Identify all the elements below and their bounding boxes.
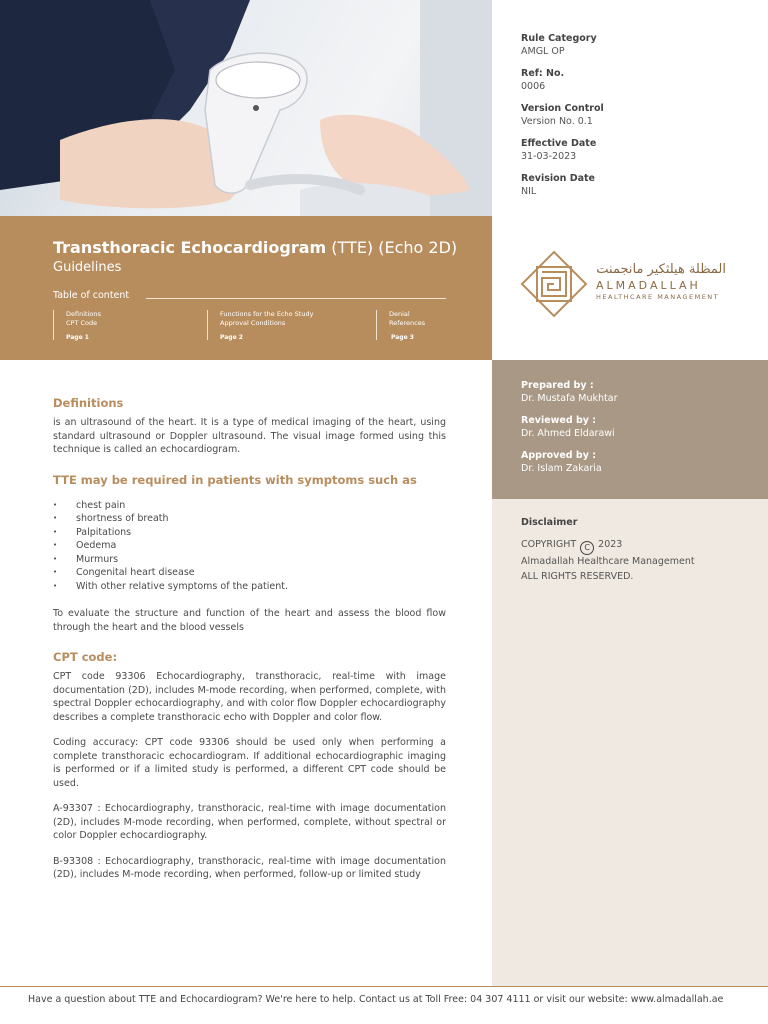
meta-label: Version Control xyxy=(521,103,604,114)
meta-ref-no xyxy=(521,67,768,93)
logo-area xyxy=(492,216,768,360)
copyright-icon: C xyxy=(580,541,594,555)
people-label: Approved by : xyxy=(521,450,597,461)
document-subtitle: Guidelines xyxy=(53,260,122,275)
list-item: • Palpitations xyxy=(53,526,446,540)
meta-label: Revision Date xyxy=(521,173,595,184)
list-item: • shortness of breath xyxy=(53,512,446,526)
list-item: • Oedema xyxy=(53,539,446,553)
people-value: Dr. Ahmed Eldarawi xyxy=(521,428,615,439)
meta-value: 31-03-2023 xyxy=(521,151,577,162)
copyright-year: 2023 xyxy=(598,539,623,550)
toc-entry-line: Definitions xyxy=(66,310,101,318)
document-title-bold: Transthoracic Echocardiogram xyxy=(53,238,327,257)
document-title-rest: (TTE) (Echo 2D) xyxy=(326,238,458,257)
evaluate-text: To evaluate the structure and function of the heart and assess the blood flow through the heart and the blood vessels xyxy=(53,608,446,633)
list-item: • Congenital heart disease xyxy=(53,566,446,580)
meta-value: AMGL OP xyxy=(521,46,565,57)
meta-value: 0006 xyxy=(521,81,546,92)
logo-arabic-text: المظلة هيلثكير مانجمنت xyxy=(596,262,726,277)
approval-panel xyxy=(492,360,768,499)
definitions-text: is an ultrasound of the heart. It is a type of medical imaging of the heart, using standard ultrasound or Doppler ultrasound. The visual image formed using this technique is called an echocardiogram. xyxy=(53,417,446,455)
toc-entry-line: References xyxy=(389,319,426,327)
definitions-heading: Definitions xyxy=(53,396,124,410)
disclaimer-panel xyxy=(492,499,768,986)
meta-revision-date xyxy=(521,172,768,198)
ultrasound-exam-illustration xyxy=(0,0,492,216)
rights-reserved: ALL RIGHTS RESERVED. xyxy=(521,570,634,582)
meta-rule-category xyxy=(521,32,768,58)
toc-entry-line: CPT Code xyxy=(66,319,98,327)
company-name: Almadallah Healthcare Management xyxy=(521,556,695,567)
meta-label: Rule Category xyxy=(521,33,597,44)
toc-entry-line: Approval Conditions xyxy=(220,319,286,327)
cpt-93308-paragraph: B-93308 : Echocardiography, transthoracic, real-time with image documentation (2D), includes M-mode recording, when performed, follow-up or limited study xyxy=(53,855,446,880)
meta-label: Effective Date xyxy=(521,138,597,149)
people-value: Dr. Islam Zakaria xyxy=(521,463,602,474)
meta-value: Version No. 0.1 xyxy=(521,116,593,127)
logo-name: ALMADALLAH xyxy=(596,279,701,292)
meta-effective-date xyxy=(521,137,768,163)
document-title xyxy=(53,238,492,258)
cpt-paragraph: CPT code 93306 Echocardiography, transthoracic, real-time with image documentation (2D), includes M-mode recording, when performed, complete, with spectral Doppler echocardiography, and with color flow Doppler echocardiography describes a complete transthoracic echo with Doppler and color flow. xyxy=(53,671,446,723)
meta-label: Ref: No. xyxy=(521,68,565,79)
header-photo xyxy=(0,0,492,216)
disclaimer-title: Disclaimer xyxy=(521,517,578,528)
toc-page-number: Page 1 xyxy=(66,334,89,341)
prepared-by xyxy=(521,379,768,405)
toc-page-number: Page 2 xyxy=(220,334,243,341)
list-item: • chest pain xyxy=(53,499,446,513)
copyright-word: COPYRIGHT xyxy=(521,539,577,550)
symptoms-heading: TTE may be required in patients with symptoms such as xyxy=(53,472,417,487)
people-label: Reviewed by : xyxy=(521,415,597,426)
toc-page-number: Page 3 xyxy=(391,334,414,341)
people-value: Dr. Mustafa Mukhtar xyxy=(521,393,618,404)
logo-subtitle: HEALTHCARE MANAGEMENT xyxy=(596,293,720,301)
coding-accuracy-paragraph: Coding accuracy: CPT code 93306 should be used only when performing a complete transthoracic echocardiogram. If additional echocardiographic imaging is performed or if a limited study is performed, a different CPT code should be used. xyxy=(53,737,446,789)
people-label: Prepared by : xyxy=(521,380,594,391)
list-item: • With other relative symptoms of the patient. xyxy=(53,580,446,594)
symptoms-list xyxy=(53,499,446,594)
main-content xyxy=(53,396,446,882)
footer-contact-text: Have a question about TTE and Echocardiogram? We're here to help. Contact us at Toll Free: 04 307 4111 or visit our website: www.almadallah.ae xyxy=(28,994,724,1005)
meta-value: NIL xyxy=(521,186,537,197)
cpt-93307-paragraph: A-93307 : Echocardiography, transthoracic, real-time with image documentation (2D), includes M-mode recording, when performed, complete, without spectral or color Doppler echocardiography. xyxy=(53,803,446,841)
cpt-heading: CPT code: xyxy=(53,650,118,664)
logo-wordmark xyxy=(596,262,726,301)
approved-by xyxy=(521,449,768,475)
document-meta-panel xyxy=(492,0,768,216)
toc-divider xyxy=(146,298,446,299)
toc-entry-line: Denial xyxy=(389,310,410,318)
toc-entry-line: Functions for the Echo Study xyxy=(220,310,314,318)
title-band xyxy=(0,216,492,360)
almadallah-logo-icon xyxy=(520,250,588,318)
reviewed-by xyxy=(521,414,768,440)
footer xyxy=(0,986,768,1024)
toc-heading: Table of content xyxy=(53,290,130,301)
list-item: • Murmurs xyxy=(53,553,446,567)
copyright-line xyxy=(521,538,768,555)
meta-version-control xyxy=(521,102,768,128)
